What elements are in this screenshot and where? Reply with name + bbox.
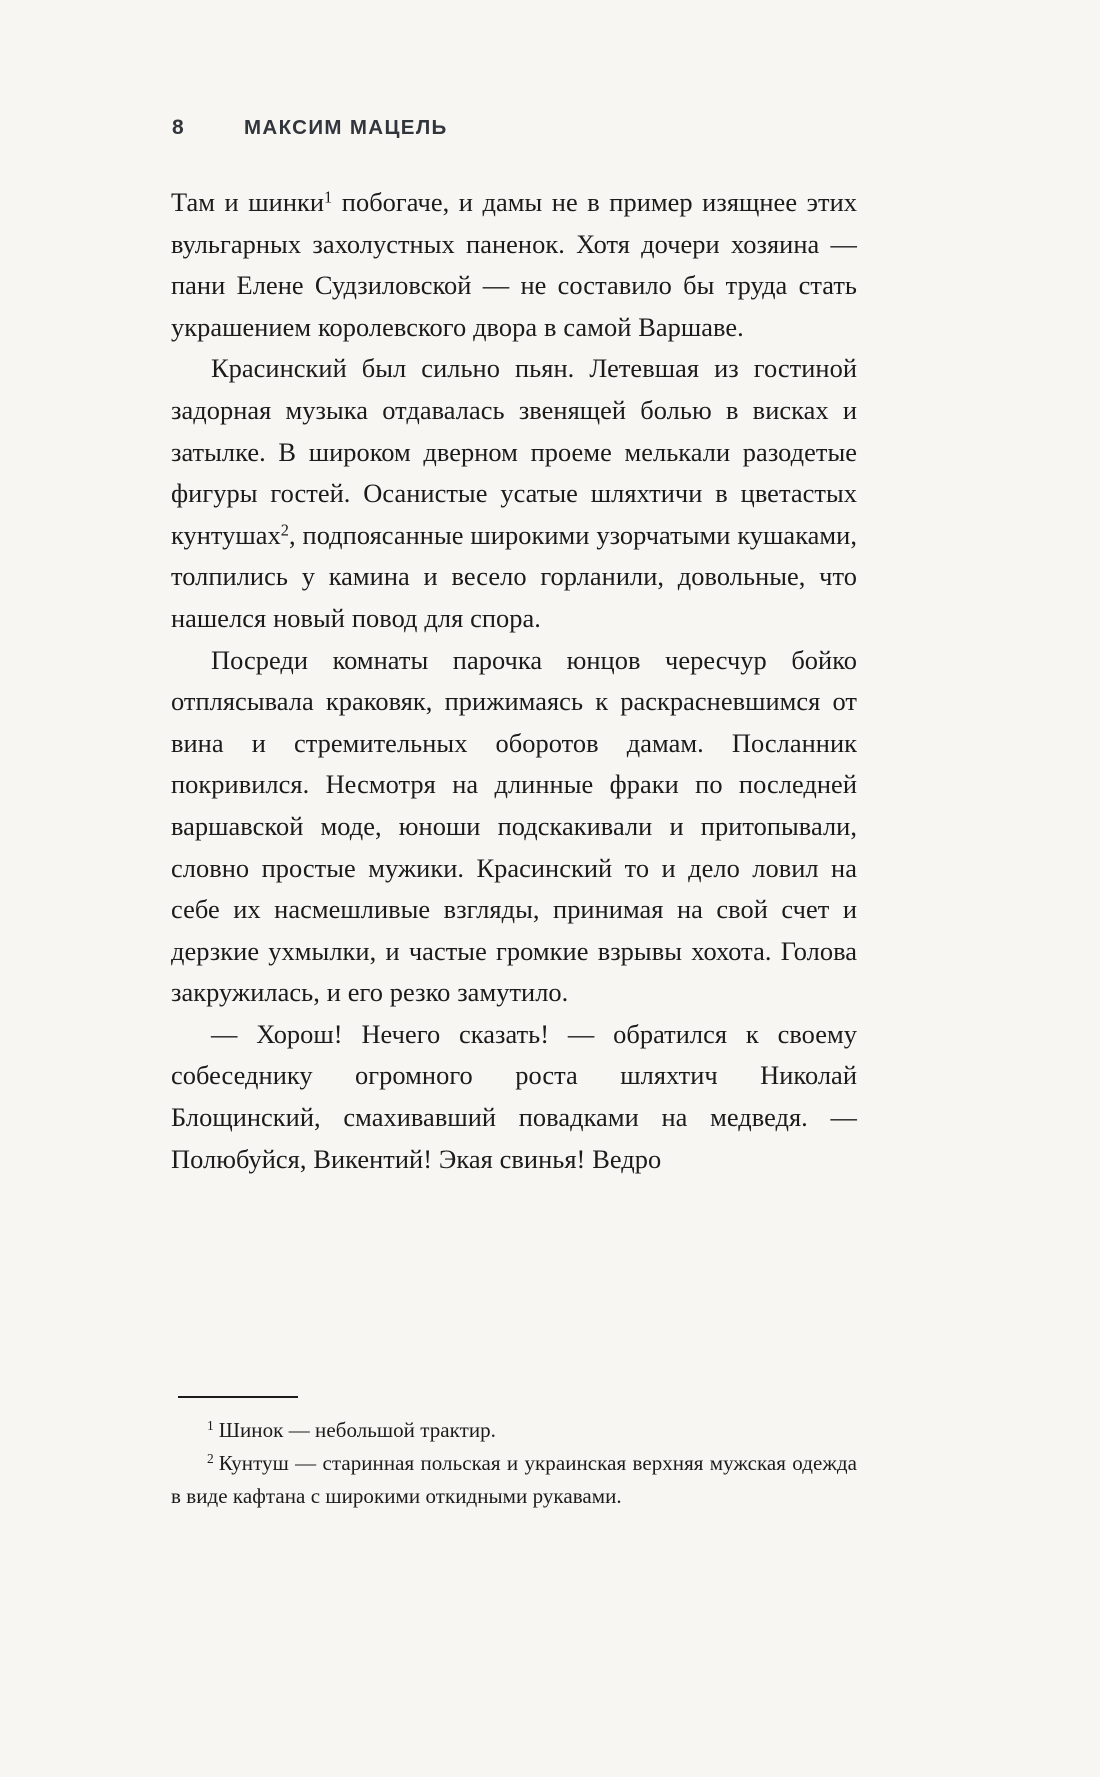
footnote-area: [171, 1396, 857, 1514]
paragraph-4-text: — Хорош! Нечего сказать! — обратился к своему собеседнику огромного роста шляхтич Николай Блощинский, смахивавший повадками на медведя. — Полюбуйся, Викентий! Экая свинья! Ведро: [171, 1018, 857, 1174]
paragraph-2-text-after: , подпоясанные широкими узорчатыми кушаками, толпились у камина и весело горланили, довольные, что нашелся новый повод для спора.: [171, 519, 857, 633]
footnote-number-2[interactable]: 2: [207, 1451, 214, 1467]
paragraph-2: [171, 348, 857, 639]
page-number: 8: [172, 116, 184, 139]
footnote-text-2: Кунтуш — старинная польская и украинская верхняя мужская одежда в виде кафтана с широкими откидными рукавами.: [171, 1451, 857, 1509]
paragraph-1: [171, 182, 857, 348]
paragraph-3: [171, 640, 857, 1014]
footnote-item-2: [171, 1447, 857, 1513]
paragraph-1-text-after: побогаче, и дамы не в пример изящнее этих вульгарных захолустных паненок. Хотя дочери хозяина — пани Елене Судзиловской — не составило бы труда стать украшением королевского двора в самой Варшаве.: [171, 187, 857, 342]
footnote-text-1: Шинок — небольшой трактир.: [218, 1418, 496, 1442]
author-name: МАКСИМ МАЦЕЛЬ: [244, 116, 448, 139]
footnote-separator-rule: [178, 1396, 298, 1398]
paragraph-3-text: Посреди комнаты парочка юнцов чересчур бойко отплясывала краковяк, прижимаясь к раскрасневшимся от вина и стремительных оборотов дамам. Посланник покривился. Несмотря на длинные фраки по последней варшавской моде, юноши подскакивали и притопывали, словно простые мужики. Красинский то и дело ловил на себе их насмешливые взгляды, принимая на свой счет и дерзкие ухмылки, и частые громкие взрывы хохота. Голова закружилась, и его резко замутило.: [171, 644, 857, 1008]
footnote-number-1[interactable]: 1: [207, 1418, 214, 1434]
paragraph-2-text-before: Красинский был сильно пьян. Летевшая из гостиной задорная музыка отдавалась звенящей болью в висках и затылке. В широком дверном проеме мелькали разодетые фигуры гостей. Осанистые усатые шляхтичи в цветастых кунтушах: [171, 353, 857, 550]
footnote-marker-1[interactable]: 1: [324, 187, 333, 207]
paragraph-4: [171, 1014, 857, 1180]
footnote-item-1: [171, 1414, 857, 1447]
paragraph-1-text-before: Там и шинки: [171, 187, 325, 217]
running-header: [172, 116, 862, 140]
body-text-block: [171, 182, 857, 1180]
footnote-marker-2[interactable]: 2: [280, 520, 289, 540]
